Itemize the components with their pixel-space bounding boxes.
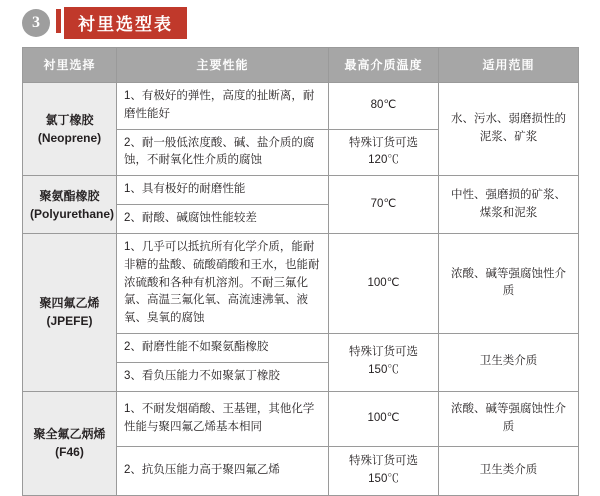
lining-name-cn: 聚氨酯橡胶 — [39, 188, 100, 203]
performance-cell: 1、有极好的弹性，高度的扯断离，耐磨性能好 — [117, 83, 329, 130]
max-temp-cell: 80℃ — [329, 83, 439, 130]
title-wrap — [64, 7, 187, 39]
scope-cell: 浓酸、碱等强腐蚀性介质 — [439, 233, 579, 333]
column-header-performance: 主要性能 — [117, 48, 329, 83]
lining-name-en: (Polyurethane) — [30, 206, 115, 221]
max-temp-cell: 100℃ — [329, 233, 439, 333]
section-number-badge: 3 — [22, 9, 50, 37]
scope-cell: 中性、强磨损的矿浆、煤浆和泥浆 — [439, 176, 579, 234]
lining-name-cn: 聚全氟乙炳烯 — [33, 427, 106, 442]
table-row — [23, 391, 579, 446]
column-header-lining: 衬里选择 — [23, 48, 117, 83]
scope-cell: 卫生类介质 — [439, 333, 579, 391]
performance-cell: 2、耐一般低浓度酸、碱、盐介质的腐蚀，不耐氧化性介质的腐蚀 — [117, 129, 329, 176]
lining-name-f46 — [23, 391, 117, 495]
column-header-scope: 适用范围 — [439, 48, 579, 83]
lining-name-polyurethane — [23, 176, 117, 234]
lining-name-ptfe — [23, 233, 117, 391]
performance-cell: 3、看负压能力不如聚氯丁橡胶 — [117, 362, 329, 391]
performance-cell: 2、抗负压能力高于聚四氟乙烯 — [117, 446, 329, 495]
performance-cell: 2、耐酸、碱腐蚀性能较差 — [117, 205, 329, 234]
performance-cell: 1、不耐发烟硝酸、王基锂，其他化学性能与聚四氟乙烯基本相同 — [117, 391, 329, 446]
lining-name-neoprene — [23, 83, 117, 176]
page-title: 衬里选型表 — [64, 7, 187, 39]
scope-cell: 卫生类介质 — [439, 446, 579, 495]
column-header-max-temp: 最高介质温度 — [329, 48, 439, 83]
max-temp-cell: 70℃ — [329, 176, 439, 234]
max-temp-cell: 特殊订货可选150℃ — [329, 446, 439, 495]
lining-name-en: (Neoprene) — [37, 131, 102, 146]
max-temp-cell: 特殊订货可选150℃ — [329, 333, 439, 391]
lining-name-en: (F46) — [55, 445, 84, 460]
scope-cell: 浓酸、碱等强腐蚀性介质 — [439, 391, 579, 446]
lining-name-cn: 氯丁橡胶 — [45, 113, 94, 128]
table-header-row — [23, 48, 579, 83]
max-temp-cell: 特殊订货可选120℃ — [329, 129, 439, 176]
performance-cell: 2、耐磨性能不如聚氨酯橡胶 — [117, 333, 329, 362]
title-accent-bar — [56, 9, 61, 33]
performance-cell: 1、几乎可以抵抗所有化学介质，能耐非糖的盐酸、硫酸硝酸和王水，也能耐浓硫酸和各种有机溶剂。不耐三氟化氯、高温三氟化氧、高流速沸氧、液氧、臭氧的腐蚀 — [117, 233, 329, 333]
table-row — [23, 83, 579, 130]
lining-name-en: (JPEFE) — [46, 314, 93, 329]
performance-cell: 1、具有极好的耐磨性能 — [117, 176, 329, 205]
table-row — [23, 233, 579, 333]
lining-selection-table — [22, 47, 579, 496]
lining-selection-table-wrap — [22, 47, 578, 496]
scope-cell: 水、污水、弱磨损性的泥浆、矿浆 — [439, 83, 579, 176]
max-temp-cell: 100℃ — [329, 391, 439, 446]
section-header — [22, 8, 187, 38]
table-row — [23, 176, 579, 205]
lining-name-cn: 聚四氟乙烯 — [39, 296, 100, 311]
